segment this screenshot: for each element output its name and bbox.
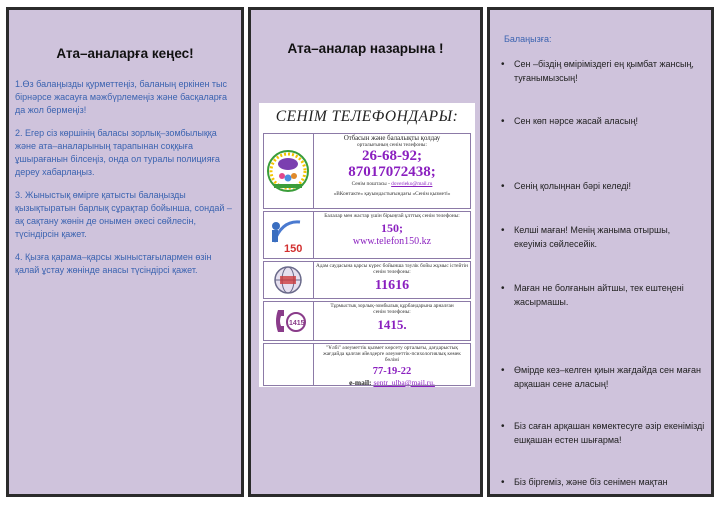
globe-crisis-center-icon	[264, 262, 314, 298]
attention-panel	[248, 7, 483, 497]
child-panel	[487, 7, 714, 497]
svg-text:150: 150	[284, 243, 303, 255]
list-item: • Біз саған арқашан көмектесуге әзір екенімізді ешқашан естен шығарма!	[514, 420, 705, 447]
advice-panel	[6, 7, 244, 497]
list-item: • Біз біргеміз, және біз сенімен мақтан	[514, 476, 705, 490]
org-name: Тұрмыстық зорлық-зомбылық құрбандарына арналған	[330, 303, 454, 309]
org-name: "Ұлбі" әлеуметтік қызмет көрсету орталығы, дағдарыстық жағдайда қалған әйелдерге әлеуметтік-психологиялық көмек бөлімі	[323, 345, 461, 364]
hotline-row-content	[316, 303, 468, 333]
hotline-row	[263, 211, 471, 259]
email-label: Сенім поштасы -	[351, 181, 390, 188]
list-item: • Сен –біздің өміріміздегі ең қымбат жансың, туғанымызсың!	[514, 58, 705, 85]
org-name: Отбасын және балалықты қолдау	[343, 135, 441, 142]
org-name: Адам саудасына қарсы күрес бойынша тәулік бойы жұмыс істейтін сенім телефоны:	[316, 263, 468, 276]
org-sub: сенім телефоны:	[373, 309, 411, 316]
hotline-row-content	[316, 213, 468, 248]
email-link[interactable]: doverieko@mail.ru	[391, 181, 433, 188]
hotline-number: 150;	[381, 221, 403, 236]
helpline-website[interactable]: www.telefon150.kz	[352, 236, 432, 248]
org-sub: орталығының сенім телефоны:	[357, 142, 427, 148]
list-item: • Келші маған! Менің жаныма отыршы, екеуіміз сөйлесейік.	[514, 224, 705, 251]
advice-paragraph: 2. Егер сіз көршінің баласы зорлық–зомбылыққа және ата–аналарының тарапынан соққыға ұшырағанын білсеңіз, онда ол туралы полицияға дереу хабарлаңыз.	[15, 128, 220, 177]
hotline-number: 1415.	[377, 317, 407, 333]
advice-paragraph: 3. Жыныстық өмірге қатысты балаңызды қызықтыратын барлық сұрақтар бойынша, сондай –ақ сақтану жөнін де онымен әкесі сөйлесін, түсіндірсін қажет.	[15, 190, 232, 239]
poster-title: СЕНІМ ТЕЛЕФОНДАРЫ:	[275, 108, 459, 125]
hotline-row	[263, 261, 471, 299]
family-center-emblem-icon	[264, 134, 314, 208]
child-heading: Балаңызға:	[504, 34, 552, 44]
domestic-violence-1415-icon	[264, 302, 314, 340]
hotline-row-content	[316, 135, 468, 198]
advice-list	[15, 78, 233, 287]
org-name: Балалар мен жастар үшін бірыңғай ұлттық сенім телефоны:	[324, 213, 460, 219]
blank-icon	[264, 344, 314, 385]
email-label: e-mail:	[349, 377, 372, 387]
hotline-number: 77-19-22	[372, 365, 412, 377]
hotline-number: 26-68-92;	[362, 148, 422, 165]
list-item: • Маған не болғанын айтшы, тек ештеңені жасырмашы.	[514, 282, 705, 309]
hotline-row	[263, 301, 471, 341]
attention-title: Ата–аналар назарына !	[287, 41, 444, 56]
list-item: • Сенің қолыңнан бәрі келеді!	[514, 180, 705, 194]
advice-paragraph: 4. Қызға қарама–қарсы жыныстағылармен өзін қалай ұстау жөнінде анасы түсіндірсі қажет.	[15, 252, 212, 275]
hotline-poster	[259, 103, 475, 387]
hotline-row-content	[316, 345, 468, 387]
hotline-row	[263, 343, 471, 386]
advice-title: Ата–аналарға кеңес!	[56, 46, 194, 61]
hotline-number: 87017072438;	[348, 164, 436, 181]
hotline-row-content	[316, 263, 468, 295]
list-item: • Өмірде кез–келген қиын жағдайда сен маған арқашан сене аласың!	[514, 364, 705, 391]
svg-text:1415: 1415	[289, 320, 305, 327]
advice-paragraph: 1.Өз балаңызды қурметтеңіз, баланың еркінен тыс бірнәрсе жасауға мәжбүрлемеңіз және басқаларға да жол бермеңіз!	[15, 79, 228, 115]
hotline-number: 11616	[374, 278, 410, 294]
org-extra: «ВКонтакте» қауымдастығындағы «Сенім қызметі»	[333, 191, 451, 198]
child-helpline-150-icon	[264, 212, 314, 258]
list-item: • Сен көп нәрсе жасай аласың!	[514, 115, 705, 129]
email-link[interactable]: sentr_ulba@mail.ru.	[373, 377, 435, 387]
hotline-row	[263, 133, 471, 209]
